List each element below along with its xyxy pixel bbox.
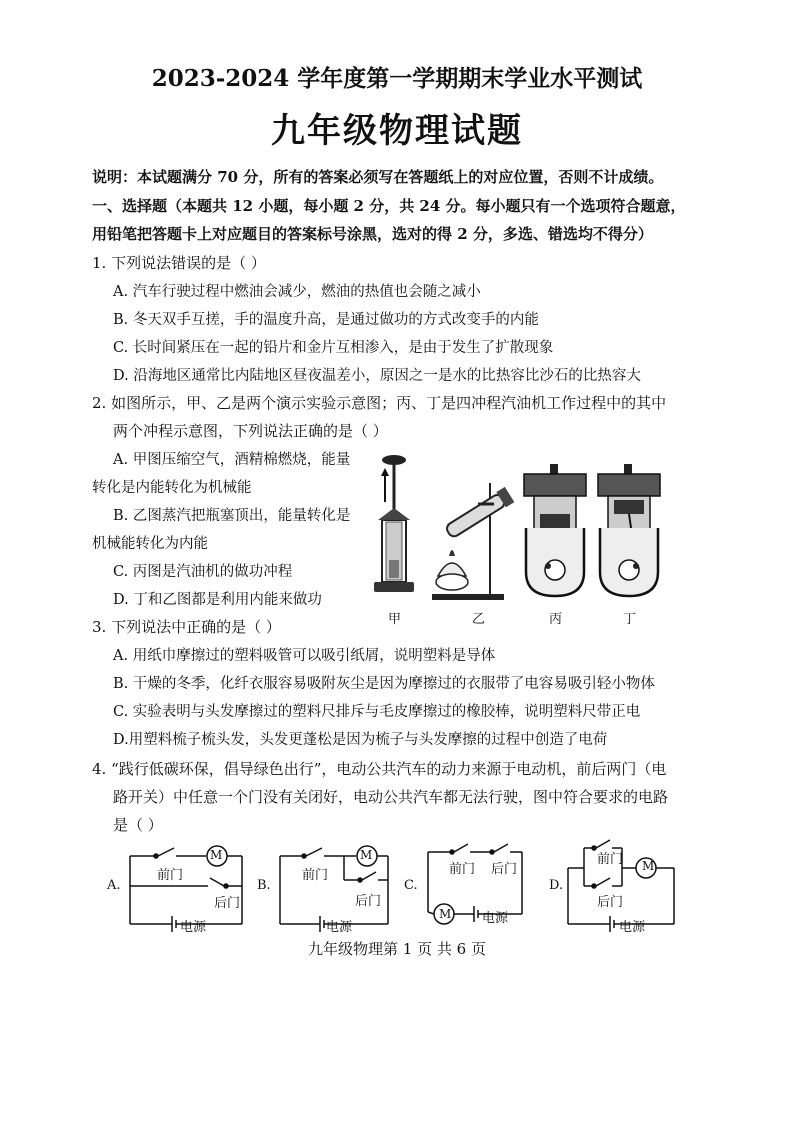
exam-subtitle: 九年级物理试题 (271, 111, 523, 151)
q3-option-c: C. 实验表明与头发摩擦过的塑料尺排斥与毛皮摩擦过的橡胶棒，说明塑料尺带正电 (113, 704, 641, 720)
circuit-option-b-label: B. (257, 878, 271, 893)
q2-option-a-line2: 转化是内能转化为机械能 (92, 480, 252, 496)
q2-option-a-line1: A. 甲图压缩空气，酒精棉燃烧，能量 (113, 452, 351, 468)
q4-stem-line2: 路开关）中任意一个门没有关闭好，电动公共汽车都无法行驶，图中符合要求的电路 (113, 788, 669, 806)
circuit-a-power: 电源 (180, 920, 207, 935)
instructions: 说明：本试题满分 70 分，所有的答案必须写在答题纸上的对应位置，否则不计成绩。 (92, 168, 664, 186)
q2-option-c: C. 丙图是汽油机的做功冲程 (113, 564, 293, 580)
q2-stem-line2: 两个冲程示意图，下列说法正确的是（ ） (113, 422, 388, 440)
page-footer: 九年级物理第 1 页 共 6 页 (308, 940, 486, 958)
circuit-d-front-door: 前门 (597, 852, 624, 867)
q1-stem: 1. 下列说法错误的是（ ） (92, 254, 266, 272)
q2-figure-jia (372, 450, 432, 600)
section1-header-line2: 用铅笔把答题卡上对应题目的答案标号涂黑，选对的得 2 分，多选、错选均不得分） (92, 225, 653, 243)
circuit-a-front-door: 前门 (157, 868, 184, 883)
circuit-b-power: 电源 (326, 920, 353, 935)
q2-figure-yi (430, 478, 525, 603)
circuit-d-power: 电源 (619, 920, 646, 935)
q4-stem-line3: 是（ ） (113, 816, 163, 834)
q1-option-c: C. 长时间紧压在一起的铅片和金片互相渗入，是由于发生了扩散现象 (113, 340, 554, 356)
q2-option-b-line2: 机械能转化为内能 (92, 536, 208, 552)
section1-header-line1: 一、选择题（本题共 12 小题，每小题 2 分，共 24 分。每小题只有一个选项符合题意， (92, 197, 686, 215)
figure-label-jia: 甲 (388, 612, 402, 627)
figure-label-ding: 丁 (623, 612, 637, 627)
circuit-d-back-door: 后门 (597, 895, 624, 910)
circuit-a-back-door: 后门 (214, 896, 241, 911)
exam-title: 2023-2024 学年度第一学期期末学业水平测试 (151, 65, 643, 92)
circuit-d-motor: M (642, 859, 655, 873)
circuit-c-motor: M (439, 907, 452, 921)
circuit-c-power: 电源 (482, 911, 509, 926)
circuit-b-front-door: 前门 (302, 868, 329, 883)
q3-option-a: A. 用纸巾摩擦过的塑料吸管可以吸引纸屑，说明塑料是导体 (113, 648, 496, 664)
circuit-c-front-door: 前门 (449, 862, 476, 877)
circuit-option-a-label: A. (107, 878, 121, 893)
q3-option-d: D.用塑料梳子梳头发，头发更蓬松是因为梳子与头发摩擦的过程中创造了电荷 (113, 732, 608, 748)
q3-stem: 3. 下列说法中正确的是（ ） (92, 618, 281, 636)
q2-figure-ding (594, 462, 664, 602)
circuit-option-c-label: C. (404, 878, 418, 893)
figure-label-yi: 乙 (472, 612, 486, 627)
q1-option-a: A. 汽车行驶过程中燃油会减少，燃油的热值也会随之减小 (113, 284, 481, 300)
q1-option-b: B. 冬天双手互搓，手的温度升高，是通过做功的方式改变手的内能 (113, 312, 539, 328)
circuit-b-back-door: 后门 (355, 894, 382, 909)
q2-option-d: D. 丁和乙图都是利用内能来做功 (113, 592, 322, 608)
circuit-b-motor: M (360, 848, 373, 862)
q2-stem-line1: 2. 如图所示，甲、乙是两个演示实验示意图；丙、丁是四冲程汽油机工作过程中的其中 (92, 394, 667, 412)
q1-option-d: D. 沿海地区通常比内陆地区昼夜温差小，原因之一是水的比热容比沙石的比热容大 (113, 368, 641, 384)
circuit-c-back-door: 后门 (491, 862, 518, 877)
q2-figure-bing (520, 462, 590, 602)
q3-option-b: B. 干燥的冬季，化纤衣服容易吸附灰尘是因为摩擦过的衣服带了电容易吸引轻小物体 (113, 676, 655, 692)
q4-stem-line1: 4. “践行低碳环保，倡导绿色出行”，电动公共汽车的动力来源于电动机，前后两门（电 (92, 760, 667, 778)
figure-label-bing: 丙 (549, 612, 563, 627)
circuit-option-d-label: D. (549, 878, 564, 893)
q2-option-b-line1: B. 乙图蒸汽把瓶塞顶出，能量转化是 (113, 508, 351, 524)
circuit-a-motor: M (210, 848, 223, 862)
